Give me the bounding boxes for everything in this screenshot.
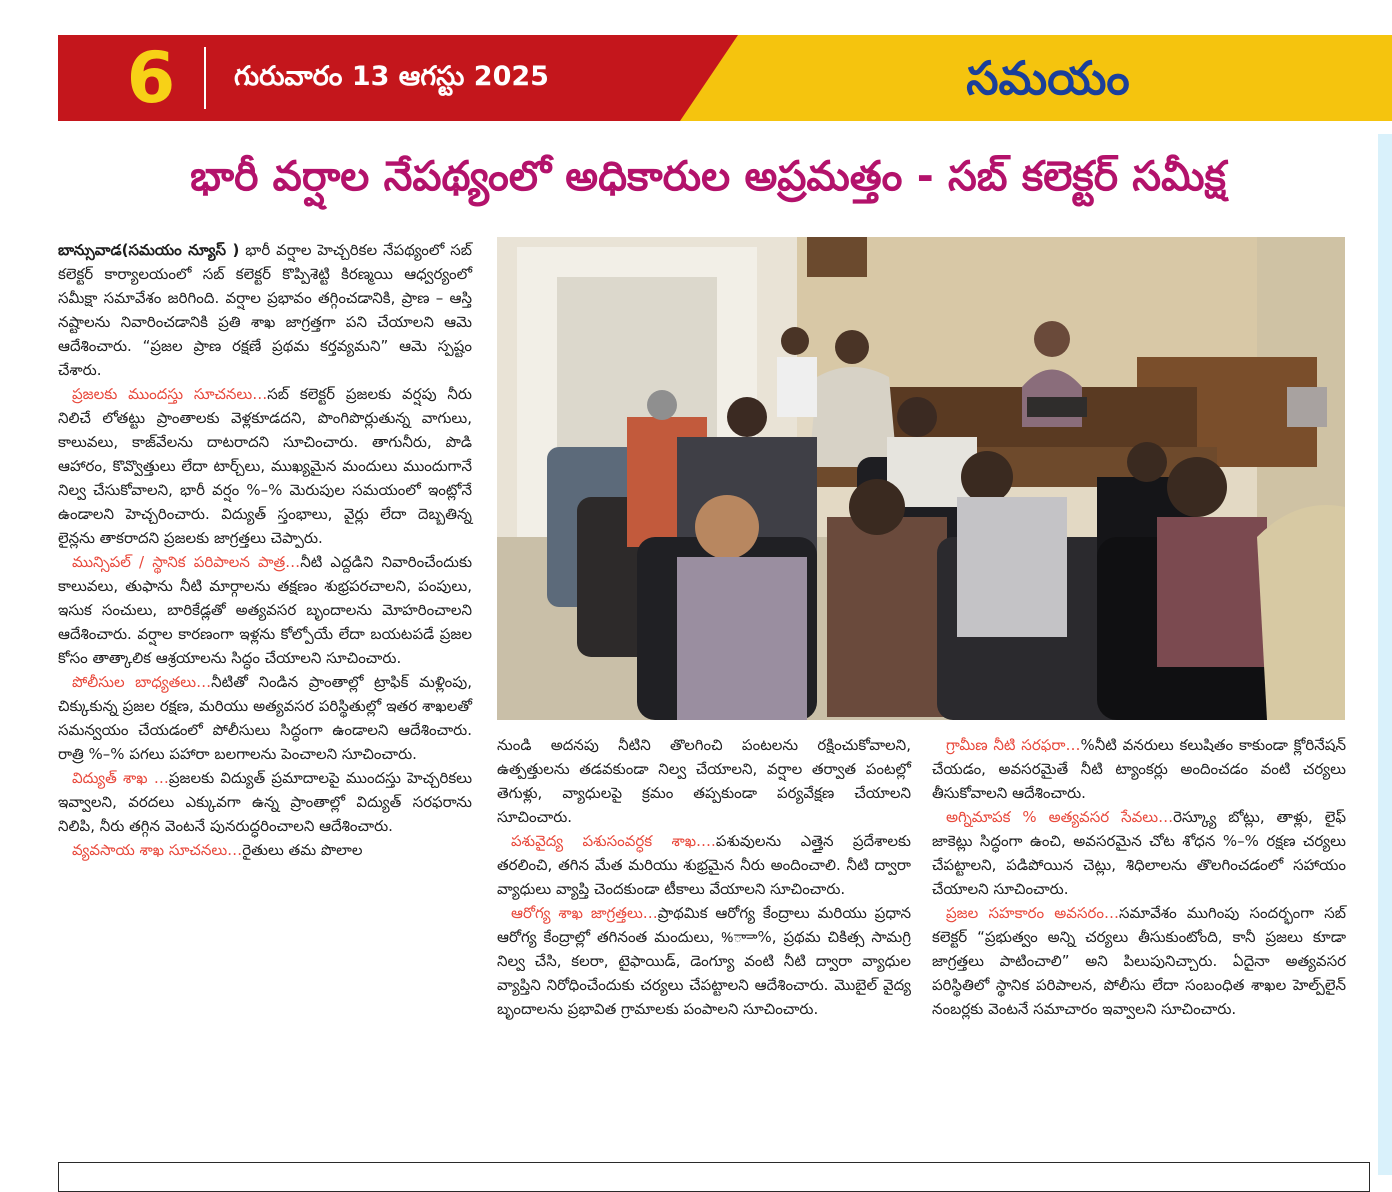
section-title: ప్రజల సహకారం అవసరం… [946,904,1119,922]
headline: భారీ వర్షాల నేపథ్యంలో అధికారుల అప్రమత్తం - సబ్ కలెక్టర్ సమీక్ష [190,152,1226,200]
section-title: విద్యుత్ శాఖ … [72,769,169,787]
side-strip [1378,134,1392,1175]
masthead [58,35,1392,121]
issue-date: గురువారం 13 ఆగస్టు 2025 [234,61,549,92]
byline: బాన్సువాడ(సమయం న్యూస్ ) [58,241,240,259]
article-column-3 [932,733,1346,1021]
intro-text: భారీ వర్షాల హెచ్చరికల నేపథ్యంలో సబ్ కలెక్టర్ కార్యాలయంలో సబ్ కలెక్టర్ కొప్పిశెట్టి కిరణ్మయి ఆధ్వర్యంలో సమీక్షా సమావేశం జరిగింది. వర్షాల ప్రభావం తగ్గించడానికి, ప్రాణ – ఆస్తి నష్టాలను నివారించడానికి ప్రతి శాఖ జాగ్రత్తగా పని చేయాలని ఆమె ఆదేశించారు. “ప్రజల ప్రాణ రక్షణే ప్రథమ కర్తవ్యమని” ఆమె స్పష్టం చేశారు. [58,241,472,379]
page-number: 6 [126,37,176,119]
section-title: వ్యవసాయ శాఖ సూచనలు… [72,841,243,859]
section-paragraph [497,829,911,901]
section-title: మున్సిపల్ / స్థానిక పరిపాలన పాత్ర… [72,553,301,571]
section-title: అగ్నిమాపక % అత్యవసర సేవలు… [946,808,1174,826]
next-article-box [58,1162,1370,1192]
section-title: పోలీసుల బాధ్యతలు… [72,673,212,691]
section-text: సబ్ కలెక్టర్ ప్రజలకు వర్షపు నీరు నిలిచే లోతట్టు ప్రాంతాలకు వెళ్లకూడదని, పొంగిపొర్లుతున్న వాగులు, కాలువలు, కాజ్‌వేలను దాటరాదని సూచించారు. తాగునీరు, పొడి ఆహారం, కొవ్వొత్తులు లేదా టార్చ్‌లు, ముఖ్యమైన మందులు ముందుగానే నిల్వ చేసుకోవాలని, భారీ వర్షం %–% మెరుపుల సమయంలో ఇంట్లోనే ఉండాలని హెచ్చరించారు. విద్యుత్ స్తంభాలు, వైర్లు లేదా దెబ్బతిన్న లైన్లను తాకరాదని ప్రజలకు జాగ్రత్తలు చెప్పారు. [58,385,472,547]
section-paragraph [497,733,911,829]
section-text: నీటితో నిండిన ప్రాంతాల్లో ట్రాఫిక్ మళ్లింపు, చిక్కుకున్న ప్రజల రక్షణ, మరియు అత్యవసర పరిస్థితుల్లో ఇతర శాఖలతో సమన్వయం చేయడంలో పోలీసులు సిద్ధంగా ఉండాలని ఆదేశించారు. రాత్రి %–% పగలు పహారా బలగాలను పెంచాలని సూచించారు. [58,673,472,763]
section-text: నుండి అదనపు నీటిని తొలగించి పంటలను రక్షించుకోవాలని, ఉత్పత్తులను తడవకుండా నిల్వ చేయాలని, వర్షాల తర్వాత పంటల్లో తెగుళ్లు, వ్యాధులపై క్రమం తప్పకుండా పర్యవేక్షణ చేయాలని సూచించారు. [497,736,911,826]
section-text: %నీటి వనరులు కలుషితం కాకుండా క్లోరినేషన్ చేయడం, అవసరమైతే నీటి ట్యాంకర్లు అందించడం వంటి చర్యలు తీసుకోవాలని ఆదేశించారు. [932,736,1347,802]
meeting-photo [497,237,1345,720]
section-paragraph [932,805,1346,901]
section-title: గ్రామీణ నీటి సరఫరా… [946,736,1081,754]
section-text: సమావేశం ముగింపు సందర్భంగా సబ్ కలెక్టర్ “ప్రభుత్వం అన్ని చర్యలు తీసుకుంటోంది, కానీ ప్రజలు కూడా జాగ్రత్తలు పాటించాలి” అని పిలుపునిచ్చారు. ఏదైనా అత్యవసర పరిస్థితిలో స్థానిక పరిపాలన, పోలీసు లేదా సంబంధిత శాఖల హెల్ప్‌లైన్ నంబర్లకు వెంటనే సమాచారం ఇవ్వాలని సూచించారు. [932,904,1346,1018]
section-paragraph [497,901,911,1021]
section-text: ప్రజలకు విద్యుత్ ప్రమాదాలపై ముందస్తు హెచ్చరికలు ఇవ్వాలని, వరదలు ఎక్కువగా ఉన్న ప్రాంతాల్లో విద్యుత్ సరఫరాను నిలిపి, నీరు తగ్గిన వెంటనే పునరుద్ధరించాలని ఆదేశించారు. [58,769,473,835]
section-paragraph [58,550,472,670]
section-text: పశువులను ఎత్తైన ప్రదేశాలకు తరలించి, తగిన మేత మరియు శుభ్రమైన నీరు అందించాలి. నీటి ద్వారా వ్యాధులు వ్యాప్తి చెందకుండా టీకాలు వేయాలని సూచించారు. [497,832,911,898]
section-text: ప్రాథమిక ఆరోగ్య కేంద్రాలు మరియు ప్రధాన ఆరోగ్య కేంద్రాల్లో తగినంత మందులు, %ా–ా%, ప్రథమ చికిత్స సామగ్రి నిల్వ చేసి, కలరా, టైఫాయిడ్, డెంగ్యూ వంటి నీటి ద్వారా వ్యాధుల వ్యాప్తిని నిరోధించేందుకు చర్యలు చేపట్టాలని ఆదేశించారు. మొబైల్ వైద్య బృందాలను ప్రభావిత గ్రామాలకు పంపాలని సూచించారు. [497,904,911,1018]
masthead-divider [204,47,206,109]
section-paragraph [58,766,472,838]
section-paragraph [58,382,472,550]
section-text: నీటి ఎద్దడిని నివారించేందుకు కాలువలు, తుఫాను నీటి మార్గాలను తక్షణం శుభ్రపరచాలని, పంపులు, ఇసుక సంచులు, బారికేడ్లతో అత్యవసర బృందాలను మోహరించాలని ఆదేశించారు. వర్షాల కారణంగా ఇళ్లను కోల్పోయే లేదా బయటపడే ప్రజల కోసం తాత్కాలిక ఆశ్రయాలను సిద్ధం చేయాలని సూచించారు. [58,553,473,667]
section-paragraph [58,838,472,862]
section-text: రైతులు తమ పొలాల [242,841,363,859]
section-title: ఆరోగ్య శాఖ జాగ్రత్తలు… [511,904,658,922]
article-column-1 [58,238,472,862]
section-paragraph [932,901,1346,1021]
article-column-2 [497,733,911,1021]
section-title: పశువైద్య పశుసంవర్ధక శాఖ…. [511,832,716,850]
meeting-photo-icon [497,237,1345,720]
newspaper-logo: సమయం [966,51,1130,105]
section-paragraph [932,733,1346,805]
section-title: ప్రజలకు ముందస్తు సూచనలు… [72,385,268,403]
article-intro [58,238,472,382]
section-text: రెస్క్యూ బోట్లు, తాళ్లు, లైఫ్ జాకెట్లు సిద్ధంగా ఉంచి, అవసరమైన చోట శోధన %–% రక్షణ చర్యలు చేపట్టాలని, పడిపోయిన చెట్లు, శిధిలాలను తొలగించడంలో సహాయం చేయాలని సూచించారు. [932,808,1347,898]
section-paragraph [58,670,472,766]
